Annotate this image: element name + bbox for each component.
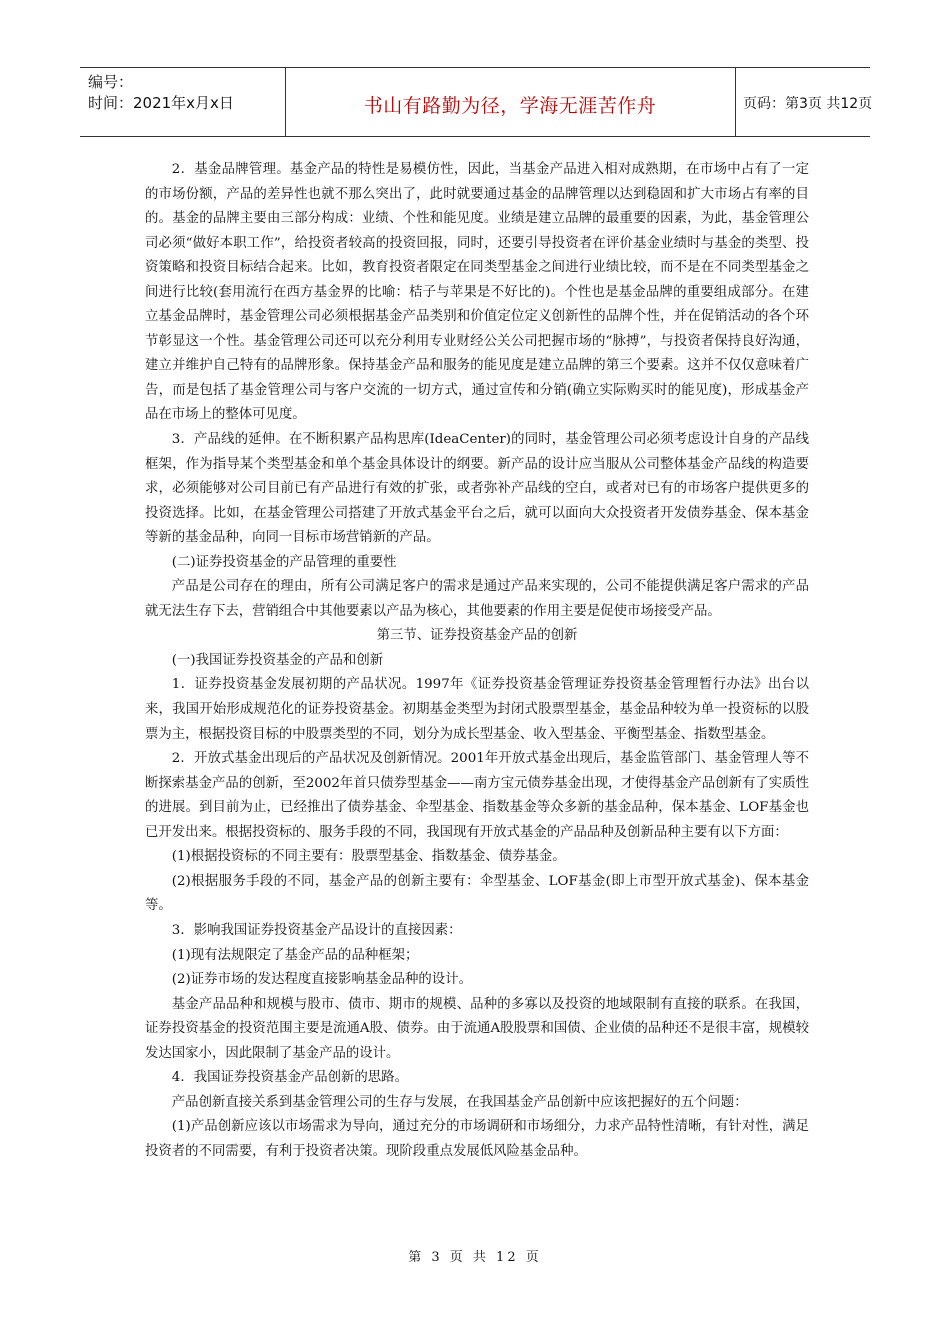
paragraph-open-end-funds: 2．开放式基金出现后的产品状况及创新情况。2001年开放式基金出现后，基金监管部门、基金管理人等不断探索基金产品的创新，至2002年首只债券型基金——南方宝元债券基金出现，才使得基金产品创新有了实质性的进展。到目前为止，已经推出了债券基金、伞型基金、指数基金等众多新的基金品种，保本基金、LOF基金也已开发出来。根据投资标的、服务手段的不同，我国现有开放式基金的产品品种及创新品种主要有以下方面： xyxy=(145,751,809,840)
section-heading: 第三节、证券投资基金产品的创新 xyxy=(376,628,578,644)
paragraph-market-scale: 基金产品品种和规模与股市、债市、期市的规模、品种的多寡以及投资的地域限制有直接的联系。在我国，证券投资基金的投资范围主要是流通A股、债券。由于流通A股股票和国债、企业债的品种还不是很丰富，规模较发达国家小，因此限制了基金产品的设计。 xyxy=(145,996,809,1061)
doc-date-label: 时间：2021年x月x日 xyxy=(88,94,234,112)
page-footer: 第 3 页 共 12 页 xyxy=(408,1250,542,1265)
list-item-investment-target: (1)根据投资标的不同主要有：股票型基金、指数基金、债券基金。 xyxy=(171,849,566,865)
paragraph-innovation-ideas: 4．我国证券投资基金产品创新的思路。 xyxy=(171,1070,408,1086)
header-motto: 书山有路勤为径，学海无涯苦作舟 xyxy=(363,95,657,117)
paragraph-product-line: 3．产品线的延伸。在不断积累产品构思库(IdeaCenter)的同时，基金管理公司必须考虑设计自身的产品线框架，作为指导某个类型基金和单个基金具体设计的纲要。新产品的设计应当服从公司整体基金产品线的构造要求，必须能够对公司目前已有产品进行有效的扩张，或者弥补产品线的空白，或者对已有的市场客户提供更多的投资选择。比如，在基金管理公司搭建了开放式基金平台之后，就可以面向大众投资者开发债券基金、保本基金等新的基金品种，向同一目标市场营销新的产品。 xyxy=(145,432,809,546)
header-page-cell xyxy=(735,68,873,136)
list-item-market-development: (2)证券市场的发达程度直接影响基金品种的设计。 xyxy=(171,972,472,988)
paragraph-importance: 产品是公司存在的理由，所有公司满足客户的需求是通过产品来实现的，公司不能提供满足客户需求的产品就无法生存下去，营销组合中其他要素以产品为核心，其他要素的作用主要是促使市场接受产品。 xyxy=(145,579,809,619)
paragraph-design-factors: 3．影响我国证券投资基金产品设计的直接因素： xyxy=(171,922,462,938)
paragraph-five-issues: 产品创新直接关系到基金管理公司的生存与发展，在我国基金产品创新中应该把握好的五个问题： xyxy=(171,1094,748,1110)
header-motto-cell xyxy=(285,68,736,136)
doc-number-label: 编号： xyxy=(88,73,134,91)
subheading-importance: (二)证券投资基金的产品管理的重要性 xyxy=(171,554,397,570)
paragraph-early-products: 1．证券投资基金发展初期的产品状况。1997年《证券投资基金管理证券投资基金管理暂行办法》出台以来，我国开始形成规范化的证券投资基金。初期基金类型为封闭式股票型基金，基金品种较为单一投资标的以股票为主，根据投资目标的中股票类型的不同，划分为成长型基金、收入型基金、平衡型基金、指数型基金。 xyxy=(145,677,809,742)
header-page-info: 页码：第3页 共12页 xyxy=(743,96,873,112)
list-item-service-means: (2)根据服务手段的不同，基金产品的创新主要有：伞型基金、LOF基金(即上市型开放式基金)、保本基金等。 xyxy=(145,873,809,914)
document-body xyxy=(145,158,809,1164)
header-meta-cell xyxy=(80,68,286,136)
list-item-regulations: (1)现有法规限定了基金产品的品种框架； xyxy=(171,947,419,963)
page-header xyxy=(80,67,873,137)
list-item-market-demand: (1)产品创新应该以市场需求为导向，通过充分的市场调研和市场细分，力求产品特性清晰，有针对性，满足投资者的不同需要，有利于投资者决策。现阶段重点发展低风险基金品种。 xyxy=(145,1119,809,1159)
paragraph-brand-management: 2．基金品牌管理。基金产品的特性是易模仿性，因此，当基金产品进入相对成熟期，在市场中占有了一定的市场份额，产品的差异性也就不那么突出了，此时就要通过基金的品牌管理以达到稳固和扩大市场占有率的目的。基金的品牌主要由三部分构成：业绩、个性和能见度。业绩是建立品牌的最重要的因素，为此，基金管理公司必须“做好本职工作”，给投资者较高的投资回报，同时，还要引导投资者在评价基金业绩时与基金的类型、投资策略和投资目标结合起来。比如，教育投资者限定在同类型基金之间进行业绩比较，而不是在不同类型基金之间进行比较(套用流行在西方基金界的比喻：桔子与苹果是不好比的)。个性也是基金品牌的重要组成部分。在建立基金品牌时，基金管理公司必须根据基金产品类别和价值定位定义创新性的品牌个性，并在促销活动的各个环节彰显这一个性。基金管理公司还可以充分利用专业财经公关公司把握市场的“脉搏”，与投资者保持良好沟通，建立并维护自己特有的品牌形象。保持基金产品和服务的能见度是建立品牌的第三个要素。这并不仅仅意味着广告，而是包括了基金管理公司与客户交流的一切方式，通过宣传和分销(确立实际购买时的能见度)，形成基金产品在市场上的整体可见度。 xyxy=(145,162,809,423)
subheading-products-innovation: (一)我国证券投资基金的产品和创新 xyxy=(171,652,384,668)
